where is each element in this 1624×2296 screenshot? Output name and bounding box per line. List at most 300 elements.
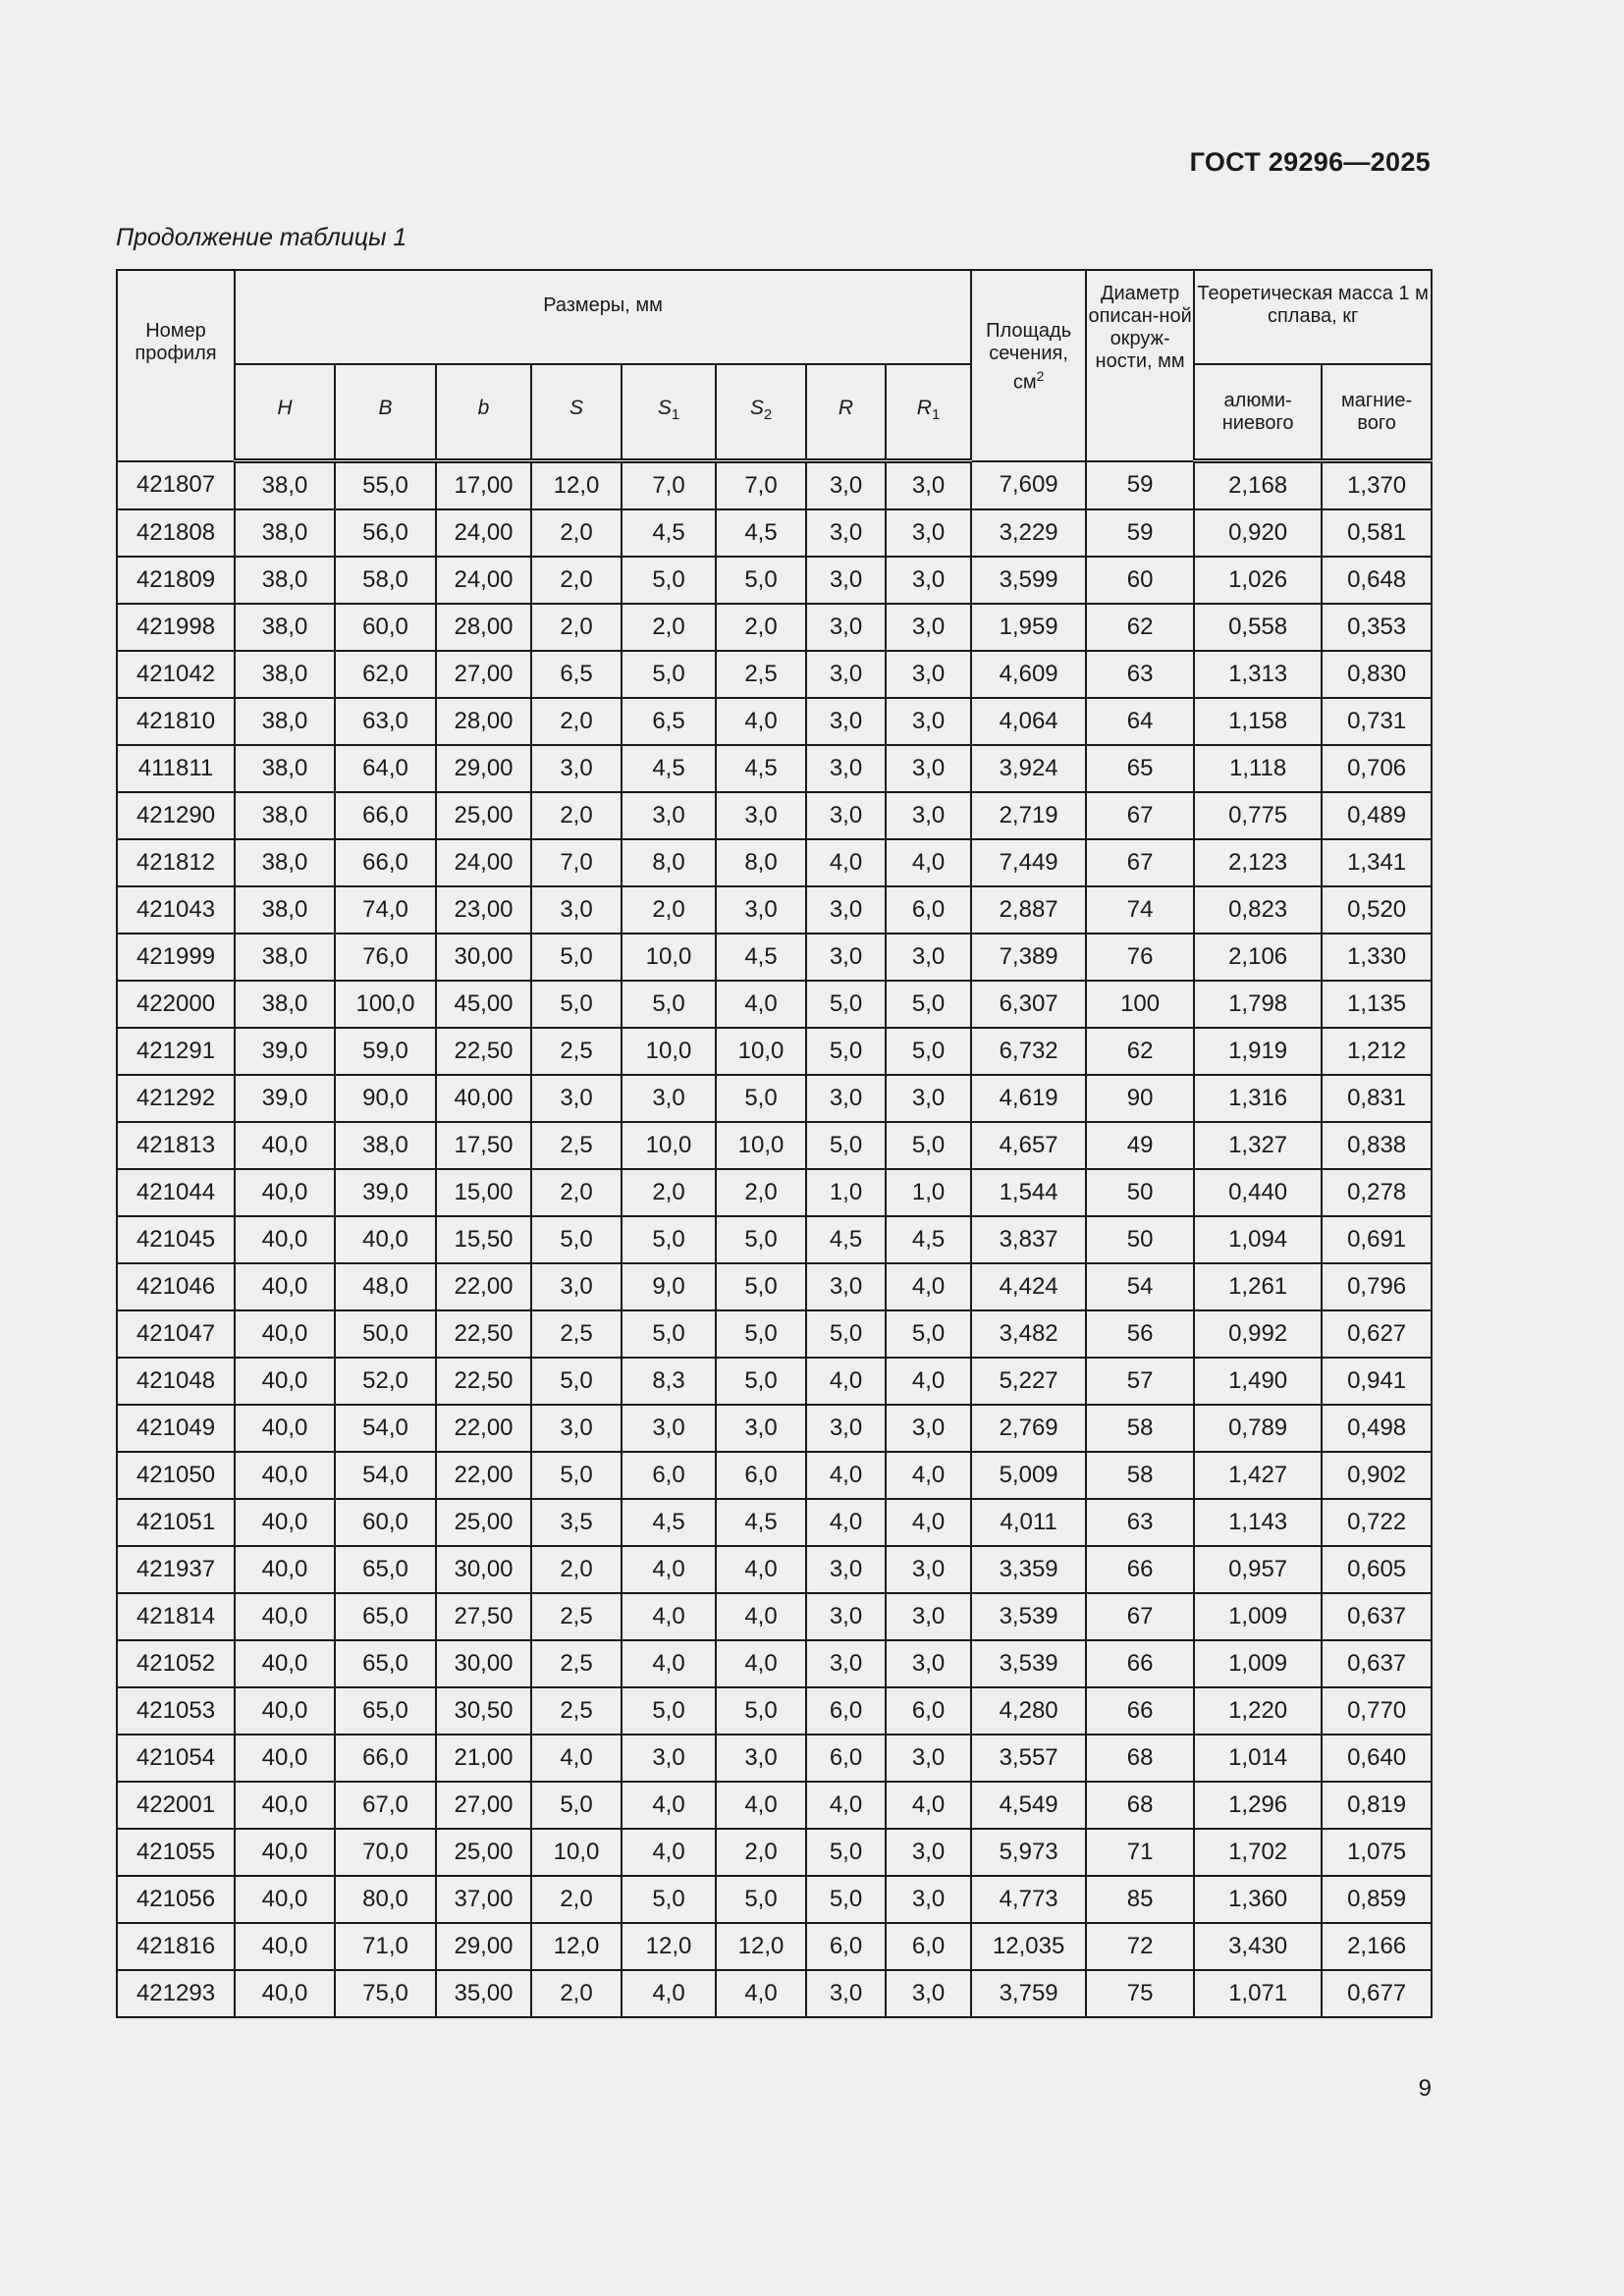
table-cell: 40,0: [235, 1499, 335, 1546]
table-cell: 7,449: [971, 839, 1086, 886]
table-cell: 3,0: [806, 509, 886, 557]
table-cell: 2,5: [531, 1310, 622, 1358]
table-cell: 65: [1086, 745, 1194, 792]
table-cell: 3,0: [886, 1546, 971, 1593]
table-cell: 3,0: [886, 651, 971, 698]
table-cell: 1,075: [1322, 1829, 1432, 1876]
table-cell: 3,0: [622, 792, 716, 839]
table-row: [117, 1075, 1432, 1122]
table-row: [117, 1028, 1432, 1075]
table-cell: 39,0: [235, 1075, 335, 1122]
table-cell: 38,0: [235, 934, 335, 981]
profile-number-cell: 421808: [117, 509, 235, 557]
table-cell: 5,0: [806, 1028, 886, 1075]
table-cell: 4,0: [622, 1593, 716, 1640]
table-cell: 6,0: [886, 886, 971, 934]
table-cell: 3,359: [971, 1546, 1086, 1593]
table-cell: 5,0: [531, 1452, 622, 1499]
table-cell: 2,5: [531, 1687, 622, 1735]
table-cell: 6,0: [806, 1735, 886, 1782]
table-cell: 60,0: [335, 1499, 436, 1546]
table-cell: 3,0: [531, 1263, 622, 1310]
table-cell: 23,00: [436, 886, 531, 934]
table-cell: 66,0: [335, 792, 436, 839]
table-cell: 38,0: [335, 1122, 436, 1169]
table-cell: 5,0: [622, 1687, 716, 1735]
table-cell: 5,0: [716, 557, 806, 604]
table-cell: 22,00: [436, 1452, 531, 1499]
table-cell: 8,3: [622, 1358, 716, 1405]
table-cell: 3,229: [971, 509, 1086, 557]
table-cell: 4,011: [971, 1499, 1086, 1546]
table-cell: 58: [1086, 1405, 1194, 1452]
table-cell: 1,341: [1322, 839, 1432, 886]
table-cell: 4,5: [806, 1216, 886, 1263]
table-cell: 25,00: [436, 1499, 531, 1546]
table-cell: 1,798: [1194, 981, 1322, 1028]
table-row: [117, 651, 1432, 698]
table-cell: 5,0: [622, 1310, 716, 1358]
table-cell: 1,143: [1194, 1499, 1322, 1546]
table-cell: 5,0: [716, 1216, 806, 1263]
table-cell: 50: [1086, 1169, 1194, 1216]
table-cell: 5,227: [971, 1358, 1086, 1405]
table-cell: 0,796: [1322, 1263, 1432, 1310]
table-cell: 4,5: [716, 934, 806, 981]
table-cell: 4,5: [622, 509, 716, 557]
table-cell: 5,0: [531, 1216, 622, 1263]
table-cell: 39,0: [335, 1169, 436, 1216]
table-cell: 1,702: [1194, 1829, 1322, 1876]
table-cell: 66,0: [335, 1735, 436, 1782]
table-cell: 40,0: [235, 1546, 335, 1593]
table-cell: 1,118: [1194, 745, 1322, 792]
table-cell: 75,0: [335, 1970, 436, 2017]
table-cell: 58,0: [335, 557, 436, 604]
table-cell: 4,0: [622, 1640, 716, 1687]
table-cell: 5,0: [716, 1310, 806, 1358]
table-cell: 100,0: [335, 981, 436, 1028]
table-cell: 25,00: [436, 1829, 531, 1876]
table-cell: 1,316: [1194, 1075, 1322, 1122]
table-row: [117, 509, 1432, 557]
table-cell: 60: [1086, 557, 1194, 604]
profile-number-cell: 421814: [117, 1593, 235, 1640]
table-cell: 0,489: [1322, 792, 1432, 839]
table-cell: 5,0: [622, 1876, 716, 1923]
table-cell: 5,0: [531, 1358, 622, 1405]
table-cell: 4,5: [716, 745, 806, 792]
table-body: [117, 461, 1432, 2018]
table-cell: 4,657: [971, 1122, 1086, 1169]
table-cell: 68: [1086, 1735, 1194, 1782]
table-cell: 6,732: [971, 1028, 1086, 1075]
table-cell: 54,0: [335, 1405, 436, 1452]
table-cell: 4,0: [806, 1782, 886, 1829]
table-cell: 17,00: [436, 461, 531, 510]
header-dim-R: R: [806, 364, 886, 461]
table-cell: 4,5: [622, 1499, 716, 1546]
table-cell: 1,009: [1194, 1640, 1322, 1687]
table-cell: 48,0: [335, 1263, 436, 1310]
table-cell: 4,0: [716, 1782, 806, 1829]
table-cell: 28,00: [436, 698, 531, 745]
table-cell: 2,5: [531, 1593, 622, 1640]
table-row: [117, 1829, 1432, 1876]
table-cell: 1,094: [1194, 1216, 1322, 1263]
table-cell: 4,280: [971, 1687, 1086, 1735]
table-cell: 63: [1086, 1499, 1194, 1546]
table-row: [117, 1735, 1432, 1782]
table-cell: 38,0: [235, 745, 335, 792]
table-row: [117, 1640, 1432, 1687]
table-cell: 5,0: [622, 1216, 716, 1263]
table-cell: 74: [1086, 886, 1194, 934]
header-diameter: Диаметр описан-ной окруж-ности, мм: [1086, 270, 1194, 461]
table-cell: 3,0: [806, 1263, 886, 1310]
table-cell: 4,5: [886, 1216, 971, 1263]
table-cell: 3,0: [886, 1735, 971, 1782]
table-cell: 3,0: [806, 1970, 886, 2017]
table-cell: 55,0: [335, 461, 436, 510]
table-cell: 3,539: [971, 1640, 1086, 1687]
table-cell: 1,158: [1194, 698, 1322, 745]
table-cell: 1,014: [1194, 1735, 1322, 1782]
table-cell: 4,619: [971, 1075, 1086, 1122]
table-cell: 6,0: [716, 1452, 806, 1499]
header-area-label: Площадь сечения, см: [986, 320, 1072, 394]
table-cell: 3,0: [886, 792, 971, 839]
table-cell: 7,0: [622, 461, 716, 510]
table-cell: 2,0: [622, 886, 716, 934]
table-cell: 5,0: [531, 1782, 622, 1829]
table-cell: 0,605: [1322, 1546, 1432, 1593]
table-cell: 0,627: [1322, 1310, 1432, 1358]
table-cell: 5,0: [716, 1687, 806, 1735]
header-profile-number: Номер профиля: [117, 270, 235, 461]
table-cell: 0,706: [1322, 745, 1432, 792]
table-cell: 37,00: [436, 1876, 531, 1923]
table-cell: 27,00: [436, 1782, 531, 1829]
table-cell: 2,769: [971, 1405, 1086, 1452]
table-cell: 3,482: [971, 1310, 1086, 1358]
table-cell: 3,0: [886, 461, 971, 510]
table-cell: 3,924: [971, 745, 1086, 792]
table-cell: 1,261: [1194, 1263, 1322, 1310]
profile-number-cell: 421050: [117, 1452, 235, 1499]
table-cell: 3,0: [886, 698, 971, 745]
table-cell: 4,0: [886, 1358, 971, 1405]
table-cell: 15,50: [436, 1216, 531, 1263]
table-cell: 66: [1086, 1546, 1194, 1593]
table-cell: 4,5: [716, 509, 806, 557]
table-cell: 27,00: [436, 651, 531, 698]
table-cell: 59,0: [335, 1028, 436, 1075]
table-row: [117, 1782, 1432, 1829]
table-cell: 3,0: [622, 1735, 716, 1782]
table-cell: 0,823: [1194, 886, 1322, 934]
table-cell: 72: [1086, 1923, 1194, 1970]
table-cell: 12,0: [716, 1923, 806, 1970]
table-cell: 63: [1086, 651, 1194, 698]
table-cell: 30,50: [436, 1687, 531, 1735]
table-cell: 3,837: [971, 1216, 1086, 1263]
table-cell: 64: [1086, 698, 1194, 745]
table-cell: 4,0: [806, 1358, 886, 1405]
table-cell: 6,5: [622, 698, 716, 745]
profile-number-cell: 421048: [117, 1358, 235, 1405]
header-dim-R1: $R_1$: [886, 364, 971, 461]
table-cell: 4,0: [716, 981, 806, 1028]
table-cell: 3,0: [806, 1546, 886, 1593]
table-cell: 5,0: [622, 981, 716, 1028]
table-cell: 0,859: [1322, 1876, 1432, 1923]
header-mass: Теоретическая масса 1 м сплава, кг: [1194, 270, 1432, 364]
profile-number-cell: 422001: [117, 1782, 235, 1829]
header-dim-H: H: [235, 364, 335, 461]
table-row: [117, 1452, 1432, 1499]
table-row: [117, 886, 1432, 934]
header-mass-aluminium: алюми-ниевого: [1194, 364, 1322, 461]
table-cell: 0,498: [1322, 1405, 1432, 1452]
table-cell: 0,637: [1322, 1640, 1432, 1687]
table-cell: 2,123: [1194, 839, 1322, 886]
table-cell: 4,0: [886, 1263, 971, 1310]
table-row: [117, 698, 1432, 745]
table-cell: 5,0: [622, 557, 716, 604]
header-dim-S1: $S_1$: [622, 364, 716, 461]
table-cell: 5,0: [531, 934, 622, 981]
table-row: [117, 604, 1432, 651]
table-cell: 68: [1086, 1782, 1194, 1829]
table-cell: 0,520: [1322, 886, 1432, 934]
table-cell: 2,0: [531, 1169, 622, 1216]
table-cell: 40,0: [235, 1782, 335, 1829]
header-dim-b: b: [436, 364, 531, 461]
table-cell: 5,0: [806, 981, 886, 1028]
table-cell: 3,0: [806, 698, 886, 745]
table-cell: 0,691: [1322, 1216, 1432, 1263]
table-cell: 0,440: [1194, 1169, 1322, 1216]
table-cell: 57: [1086, 1358, 1194, 1405]
table-cell: 65,0: [335, 1640, 436, 1687]
table-cell: 1,330: [1322, 934, 1432, 981]
table-cell: 40,0: [235, 1310, 335, 1358]
table-cell: 3,759: [971, 1970, 1086, 2017]
table-cell: 10,0: [716, 1122, 806, 1169]
table-cell: 0,558: [1194, 604, 1322, 651]
table-cell: 0,640: [1322, 1735, 1432, 1782]
table-cell: 4,0: [806, 1499, 886, 1546]
table-cell: 40,0: [235, 1829, 335, 1876]
table-cell: 3,557: [971, 1735, 1086, 1782]
table-cell: 45,00: [436, 981, 531, 1028]
table-cell: 85: [1086, 1876, 1194, 1923]
table-cell: 2,887: [971, 886, 1086, 934]
header-dim-S: S: [531, 364, 622, 461]
table-cell: 3,5: [531, 1499, 622, 1546]
table-cell: 1,135: [1322, 981, 1432, 1028]
table-cell: 40,0: [235, 1263, 335, 1310]
table-cell: 38,0: [235, 651, 335, 698]
table-cell: 40,00: [436, 1075, 531, 1122]
profile-number-cell: 421053: [117, 1687, 235, 1735]
table-cell: 7,389: [971, 934, 1086, 981]
table-cell: 2,5: [531, 1122, 622, 1169]
table-cell: 6,0: [806, 1923, 886, 1970]
table-cell: 17,50: [436, 1122, 531, 1169]
table-row: [117, 1169, 1432, 1216]
table-cell: 2,719: [971, 792, 1086, 839]
table-cell: 1,919: [1194, 1028, 1322, 1075]
table-cell: 3,0: [531, 1075, 622, 1122]
profile-number-cell: 421047: [117, 1310, 235, 1358]
table-cell: 8,0: [716, 839, 806, 886]
table-cell: 3,0: [531, 886, 622, 934]
table-cell: 2,0: [531, 1876, 622, 1923]
table-cell: 4,5: [622, 745, 716, 792]
table-cell: 4,0: [622, 1782, 716, 1829]
profile-number-cell: 421043: [117, 886, 235, 934]
table-cell: 10,0: [716, 1028, 806, 1075]
table-cell: 3,0: [886, 1970, 971, 2017]
table-cell: 2,0: [531, 792, 622, 839]
table-cell: 30,00: [436, 934, 531, 981]
table-cell: 4,0: [716, 1640, 806, 1687]
table-cell: 3,0: [806, 1640, 886, 1687]
table-cell: 38,0: [235, 792, 335, 839]
table-cell: 74,0: [335, 886, 436, 934]
table-cell: 1,220: [1194, 1687, 1322, 1735]
table-cell: 1,071: [1194, 1970, 1322, 2017]
profile-number-cell: 421056: [117, 1876, 235, 1923]
table-cell: 40,0: [235, 1216, 335, 1263]
table-cell: 2,0: [531, 698, 622, 745]
table-cell: 28,00: [436, 604, 531, 651]
table-cell: 5,0: [886, 1028, 971, 1075]
table-cell: 2,0: [622, 604, 716, 651]
table-cell: 3,0: [806, 1405, 886, 1452]
table-cell: 0,819: [1322, 1782, 1432, 1829]
table-cell: 4,0: [886, 1452, 971, 1499]
table-cell: 21,00: [436, 1735, 531, 1782]
table-cell: 6,0: [886, 1687, 971, 1735]
profile-number-cell: 421051: [117, 1499, 235, 1546]
table-row: [117, 745, 1432, 792]
table-cell: 3,0: [886, 1640, 971, 1687]
table-row: [117, 1499, 1432, 1546]
table-cell: 38,0: [235, 604, 335, 651]
table-cell: 6,0: [806, 1687, 886, 1735]
table-row: [117, 1263, 1432, 1310]
table-cell: 29,00: [436, 745, 531, 792]
profile-number-cell: 421807: [117, 461, 235, 510]
table-cell: 35,00: [436, 1970, 531, 2017]
table-cell: 2,0: [622, 1169, 716, 1216]
table-cell: 4,609: [971, 651, 1086, 698]
table-cell: 3,0: [806, 934, 886, 981]
table-cell: 71: [1086, 1829, 1194, 1876]
table-cell: 3,0: [531, 745, 622, 792]
profile-number-cell: 421045: [117, 1216, 235, 1263]
table-cell: 3,0: [886, 1593, 971, 1640]
table-cell: 1,360: [1194, 1876, 1322, 1923]
table-cell: 6,307: [971, 981, 1086, 1028]
table-cell: 80,0: [335, 1876, 436, 1923]
table-cell: 40,0: [235, 1405, 335, 1452]
table-cell: 10,0: [622, 934, 716, 981]
table-cell: 2,0: [531, 1970, 622, 2017]
profile-number-cell: 421049: [117, 1405, 235, 1452]
table-row: [117, 1405, 1432, 1452]
page-number: 9: [1418, 2075, 1432, 2102]
table-cell: 0,770: [1322, 1687, 1432, 1735]
table-cell: 5,0: [716, 1075, 806, 1122]
table-cell: 63,0: [335, 698, 436, 745]
table-cell: 2,5: [531, 1640, 622, 1687]
table-cell: 2,0: [716, 1829, 806, 1876]
table-cell: 40,0: [235, 1452, 335, 1499]
profile-number-cell: 421293: [117, 1970, 235, 2017]
table-cell: 4,424: [971, 1263, 1086, 1310]
table-row: [117, 1687, 1432, 1735]
table-cell: 40,0: [235, 1923, 335, 1970]
header-area: [971, 270, 1086, 461]
table-cell: 12,035: [971, 1923, 1086, 1970]
table-cell: 67,0: [335, 1782, 436, 1829]
table-cell: 100: [1086, 981, 1194, 1028]
table-cell: 0,838: [1322, 1122, 1432, 1169]
table-cell: 0,902: [1322, 1452, 1432, 1499]
table-row: [117, 981, 1432, 1028]
table-cell: 40,0: [235, 1687, 335, 1735]
table-cell: 62: [1086, 1028, 1194, 1075]
table-cell: 3,0: [806, 745, 886, 792]
table-cell: 58: [1086, 1452, 1194, 1499]
table-cell: 62: [1086, 604, 1194, 651]
table-cell: 3,0: [886, 509, 971, 557]
table-cell: 24,00: [436, 509, 531, 557]
table-cell: 0,992: [1194, 1310, 1322, 1358]
table-cell: 6,0: [622, 1452, 716, 1499]
header-dimensions: Размеры, мм: [235, 270, 971, 364]
table-cell: 1,959: [971, 604, 1086, 651]
table-cell: 12,0: [531, 1923, 622, 1970]
table-cell: 1,313: [1194, 651, 1322, 698]
table-cell: 76: [1086, 934, 1194, 981]
table-cell: 76,0: [335, 934, 436, 981]
table-cell: 22,50: [436, 1358, 531, 1405]
table-cell: 3,0: [806, 461, 886, 510]
table-row: [117, 1216, 1432, 1263]
table-cell: 0,941: [1322, 1358, 1432, 1405]
table-cell: 71,0: [335, 1923, 436, 1970]
table-row: [117, 461, 1432, 510]
table-cell: 9,0: [622, 1263, 716, 1310]
table-cell: 65,0: [335, 1593, 436, 1640]
profile-number-cell: 421052: [117, 1640, 235, 1687]
profile-number-cell: 421813: [117, 1122, 235, 1169]
table-cell: 5,0: [886, 981, 971, 1028]
table-cell: 0,731: [1322, 698, 1432, 745]
table-cell: 40,0: [235, 1640, 335, 1687]
table-cell: 2,0: [531, 604, 622, 651]
table-cell: 3,0: [886, 1829, 971, 1876]
header-dim-B: B: [335, 364, 436, 461]
table-cell: 1,427: [1194, 1452, 1322, 1499]
table-cell: 54: [1086, 1263, 1194, 1310]
table-cell: 27,50: [436, 1593, 531, 1640]
